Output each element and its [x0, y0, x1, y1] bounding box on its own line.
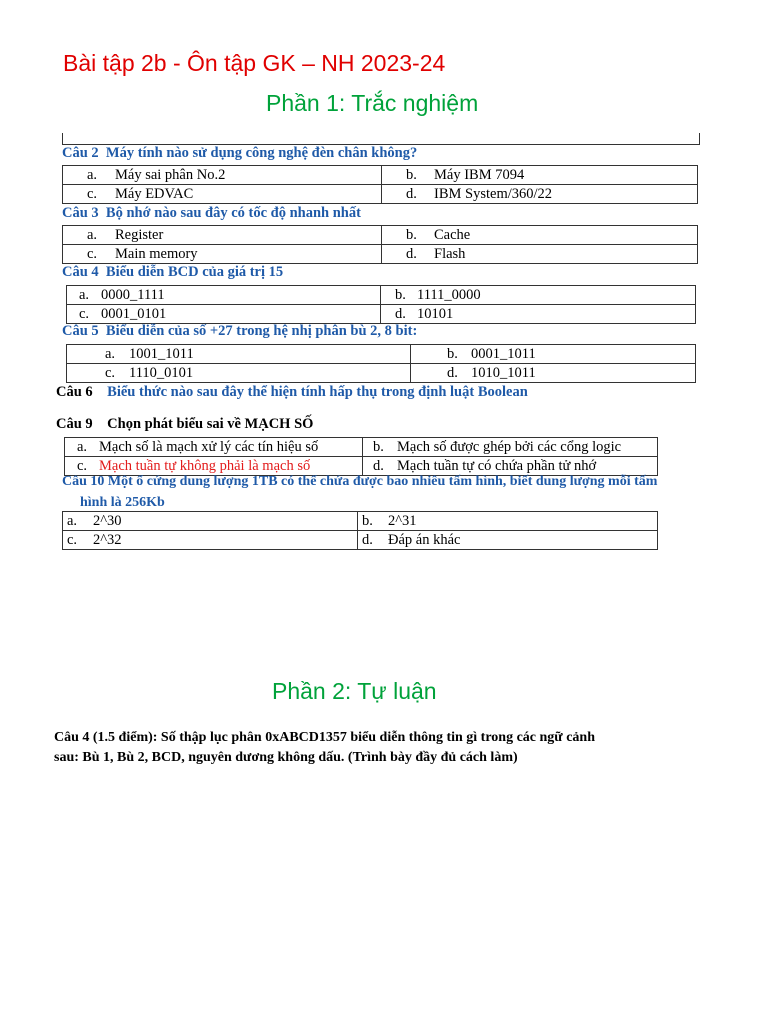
table-top-remnant: [62, 133, 700, 145]
question-2: Câu 2 Máy tính nào sử dụng công nghệ đèn chân không?: [62, 145, 418, 161]
question-9-options: a. Mạch số là mạch xử lý các tín hiệu số b. Mạch số được ghép bởi các cổng logic c. Mạch tuần tự không phải là mạch số d. Mạch tuần tự có chứa phần tử nhớ: [64, 437, 658, 476]
part1-heading: Phần 1: Trắc nghiệm: [266, 90, 479, 116]
question-5-options: a. 1001_1011 b. 0001_1011 c. 1110_0101 d. 1010_1011: [66, 344, 696, 383]
essay-line-2: sau: Bù 1, Bù 2, BCD, nguyên dương không dấu. (Trình bày đầy đủ cách làm): [54, 750, 518, 765]
part2-heading: Phần 2: Tự luận: [272, 678, 437, 704]
question-3-options: a. Register b. Cache c. Main memory d. Flash: [62, 225, 698, 264]
question-5: Câu 5 Biểu diễn của số +27 trong hệ nhị phân bù 2, 8 bit:: [62, 323, 418, 339]
question-6: Câu 6 Biểu thức nào sau đây thể hiện tính hấp thụ trong định luật Boolean: [56, 384, 528, 400]
question-3: Câu 3 Bộ nhớ nào sau đây có tốc độ nhanh nhất: [62, 205, 361, 221]
question-10-continued: hình là 256Kb: [80, 495, 165, 510]
document-title: Bài tập 2b - Ôn tập GK – NH 2023-24: [63, 50, 446, 76]
question-9: Câu 9 Chọn phát biểu sai về MẠCH SỐ: [56, 416, 314, 432]
question-4: Câu 4 Biểu diễn BCD của giá trị 15: [62, 264, 284, 280]
essay-question: [54, 728, 674, 768]
essay-line-1: Câu 4 (1.5 điểm): Số thập lục phân 0xABCD1357 biểu diễn thông tin gì trong các ngữ cảnh: [54, 730, 595, 745]
question-10: Câu 10 Một ổ cứng dung lượng 1TB có thể chứa được bao nhiêu tấm hình, biết dung lượng mỗi tấm: [62, 474, 658, 489]
question-4-options: a. 0000_1111 b. 1111_0000 c. 0001_0101 d. 10101: [66, 285, 696, 324]
question-2-options: a. Máy sai phân No.2 b. Máy IBM 7094 c. Máy EDVAC d. IBM System/360/22: [62, 165, 698, 204]
question-10-options: a. 2^30 b. 2^31 c. 2^32 d. Đáp án khác: [62, 511, 658, 550]
